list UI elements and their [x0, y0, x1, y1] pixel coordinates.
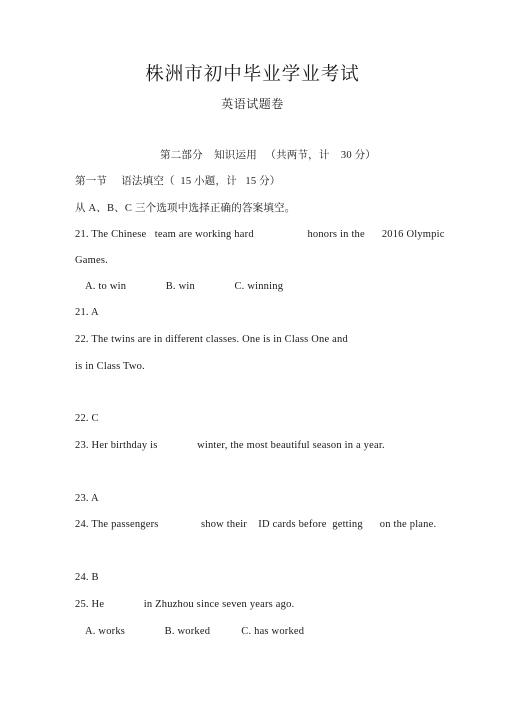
answer-22: 22. C: [75, 413, 99, 424]
exam-subtitle: 英语试题卷: [221, 97, 284, 111]
exam-title: 株洲市初中毕业学业考试: [145, 65, 360, 85]
question-24-text: 24. The passengers show their ID cards before getting on the plane.: [75, 519, 437, 530]
question-21-text-cont: Games.: [75, 255, 108, 266]
answer-23: 23. A: [75, 493, 99, 504]
question-21-options: A. to win B. win C. winning: [85, 281, 284, 292]
answer-24: 24. B: [75, 572, 99, 583]
question-21-text: 21. The Chinese team are working hard honors in the 2016 Olympic: [75, 229, 445, 240]
question-22-text-cont: is in Class Two.: [75, 361, 145, 372]
question-25-text: 25. He in Zhuzhou since seven years ago.: [75, 599, 295, 610]
question-25-options: A. works B. worked C. has worked: [85, 626, 305, 637]
section-heading: 第一节 语法填空（ 15 小题，计 15 分）: [75, 176, 281, 187]
question-22-text: 22. The twins are in different classes. One is in Class One and: [75, 334, 348, 345]
part-heading: 第二部分 知识运用 （共两节，计 30 分）: [160, 150, 376, 161]
instruction-text: 从 A、B、C 三个选项中选择正确的答案填空。: [75, 203, 296, 214]
question-23-text: 23. Her birthday is winter, the most beautiful season in a year.: [75, 440, 385, 451]
answer-21: 21. A: [75, 307, 99, 318]
